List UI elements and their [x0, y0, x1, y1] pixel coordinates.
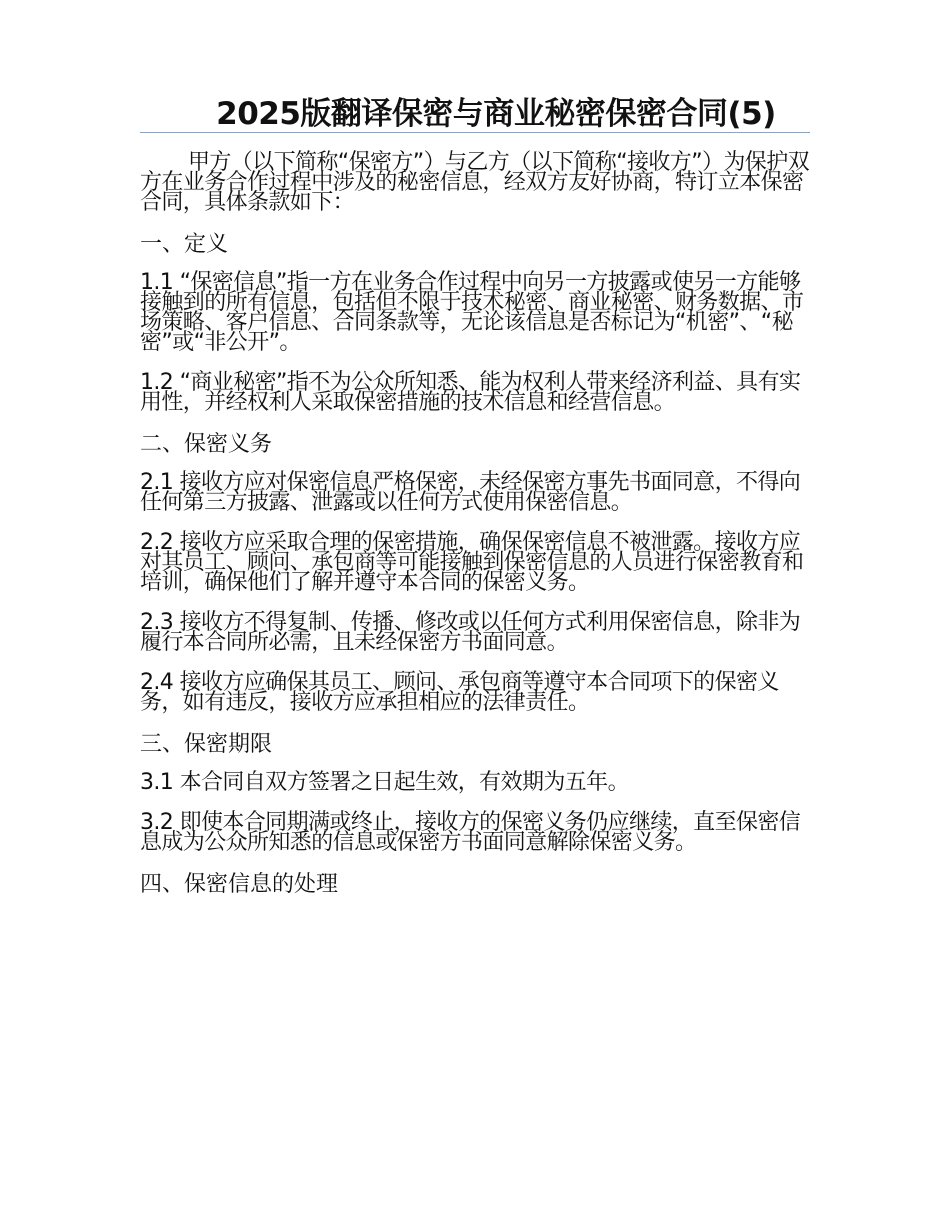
- section-heading: 二、保密义务: [140, 432, 273, 457]
- intro-paragraph: 甲方（以下简称“保密方”）与乙方（以下简称“接收方”）为保护双方在业务合作过程中涉及的秘密信息，经双方友好协商，特订立本保密合同，具体条款如下：: [140, 150, 809, 215]
- section-heading: 四、保密信息的处理: [140, 872, 339, 897]
- section-obligations: [140, 433, 810, 713]
- title-divider: [140, 132, 810, 133]
- clause-2-4: 2.4 接收方应确保其员工、顾问、承包商等遵守本合同项下的保密义务，如有违反，接收方应承担相应的法律责任。: [140, 670, 779, 715]
- section-definitions: [140, 233, 810, 413]
- section-heading: 一、定义: [140, 232, 229, 257]
- section-handling: [140, 873, 810, 897]
- clause-2-1: 2.1 接收方应对保密信息严格保密，未经保密方事先书面同意，不得向任何第三方披露、泄露或以任何方式使用保密信息。: [140, 470, 801, 515]
- document-title: 2025版翻译保密与商业秘密保密合同(5): [216, 96, 776, 132]
- document-page: [140, 96, 810, 913]
- clause-3-2: 3.2 即使本合同期满或终止，接收方的保密义务仍应继续，直至保密信息成为公众所知悉的信息或保密方书面同意解除保密义务。: [140, 810, 801, 855]
- clause-3-1: 3.1 本合同自双方签署之日起生效，有效期为五年。: [140, 770, 629, 795]
- clause-2-2: 2.2 接收方应采取合理的保密措施，确保保密信息不被泄露。接收方应对其员工、顾问、承包商等可能接触到保密信息的人员进行保密教育和培训，确保他们了解并遵守本合同的保密义务。: [140, 530, 804, 595]
- clause-2-3: 2.3 接收方不得复制、传播、修改或以任何方式利用保密信息，除非为履行本合同所必需，且未经保密方书面同意。: [140, 610, 801, 655]
- section-term: [140, 733, 810, 853]
- clause-1-1: 1.1 “保密信息”指一方在业务合作过程中向另一方披露或使另一方能够接触到的所有信息，包括但不限于技术秘密、商业秘密、财务数据、市场策略、客户信息、合同条款等，无论该信息是否标记为“机密”、“秘密”或“非公开”。: [140, 270, 804, 355]
- clause-1-2: 1.2 “商业秘密”指不为公众所知悉、能为权利人带来经济利益、具有实用性，并经权利人采取保密措施的技术信息和经营信息。: [140, 370, 801, 415]
- section-heading: 三、保密期限: [140, 732, 273, 757]
